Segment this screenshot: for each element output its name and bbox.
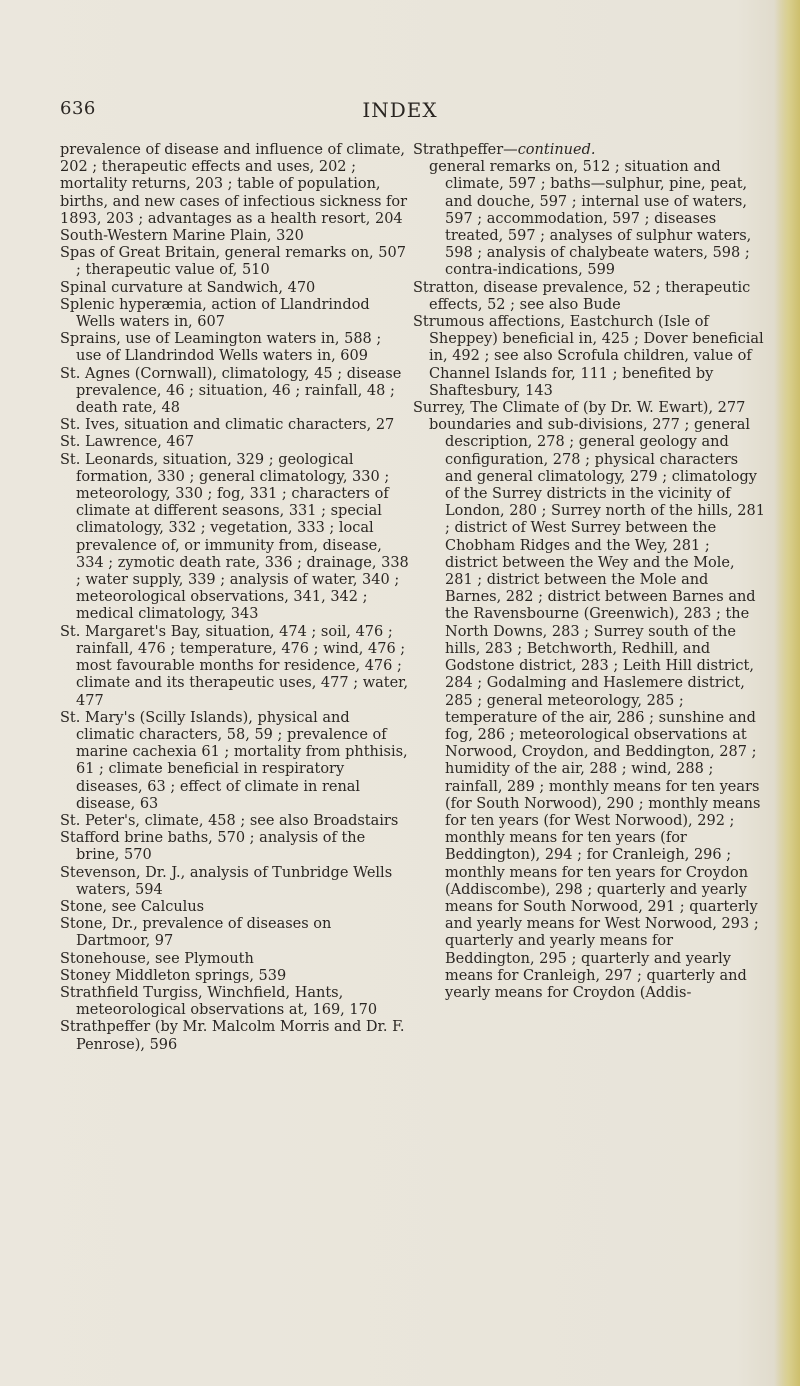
index-entry: Sprains, use of Leamington waters in, 588 ; use of Llandrindod Wells waters in, 609 [60,331,382,365]
index-entry: Strumous affections, Eastchurch (Isle of Sheppey) beneficial in, 425 ; Dover beneficial in, 492 ; see also Scrofula children, value of Channel Islands for, 111 ; benefited by Shaftesbury, 143 [413,314,764,399]
continued-heading [413,142,765,159]
index-entry: Spas of Great Britain, general remarks on, 507 ; therapeutic value of, 510 [60,245,406,279]
index-entry: St. Ives, situation and climatic characters, 27 [60,417,395,434]
index-subentry: boundaries and sub-divisions, 277 ; general description, 278 ; general geology and configuration, 278 ; physical characters and general climatology, 279 ; climatology of the Surrey districts in the vicinity of London, 280 ; Surrey north of the hills, 281 ; district of West Surrey between the Chobham Ridges and the Wey, 281 ; district between the Wey and the Mole, 281 ; district between the Mole and Barnes, 282 ; district between Barnes and the Ravensbourne (Greenwich), 283 ; the North Downs, 283 ; Surrey south of the hills, 283 ; Betchworth, Redhill, and Godstone district, 283 ; Leith Hill district, 284 ; Godalming and Haslemere district, 285 ; general meteorology, 285 ; temperature of the air, 286 ; sunshine and fog, 286 ; meteorological observations at Norwood, Croydon, and Beddington, 287 ; humidity of the air, 288 ; wind, 288 ; rainfall, 289 ; monthly means for ten years (for South Norwood), 290 ; monthly means for ten years (for West Norwood), 292 ; monthly means for ten years (for Beddington), 294 ; for Cranleigh, 296 ; monthly means for ten years for Croydon (Addiscombe), 298 ; quarterly and yearly means for South Norwood, 291 ; quarterly and yearly means for West Norwood, 293 ; quarterly and yearly means for Beddington, 295 ; quarterly and yearly means for Cranleigh, 297 ; quarterly and yearly means for Croydon (Addis- [429,417,765,1001]
index-subentry: general remarks on, 512 ; situation and climate, 597 ; baths—sulphur, pine, peat, and douche, 597 ; internal use of waters, 597 ; accommodation, 597 ; diseases treated, 597 ; analyses of sulphur waters, 598 ; analysis of chalybeate waters, 598 ; contra-indications, 599 [429,159,752,279]
index-entry: Stone, Dr., prevalence of diseases on Dartmoor, 97 [60,916,332,950]
continued-heading-text: Strathpeffer— [413,142,518,158]
page-edge [774,0,800,1386]
index-entry: St. Leonards, situation, 329 ; geological formation, 330 ; general climatology, 330 ; meteorology, 330 ; fog, 331 ; characters of climate at different seasons, 331 ; special climatology, 332 ; vegetation, 333 ; local prevalence of, or immunity from, disease, 334 ; zymotic death rate, 336 ; drainage, 338 ; water supply, 339 ; analysis of water, 340 ; meteorological observations, 341, 342 ; medical climatology, 343 [60,451,409,623]
continued-label: continued. [517,142,596,158]
index-entry: Strathpeffer (by Mr. Malcolm Morris and Dr. F. Penrose), 596 [60,1019,405,1053]
index-entry: St. Mary's (Scilly Islands), physical and climatic characters, 58, 59 ; prevalence of marine cachexia 61 ; mortality from phthisis, 61 ; climate beneficial in respiratory diseases, 63 ; effect of climate in renal disease, 63 [60,709,408,812]
index-entry: Stratton, disease prevalence, 52 ; therapeutic effects, 52 ; see also Bude [413,279,751,313]
index-entry: Stonehouse, see Plymouth [60,950,254,967]
right-column [413,142,765,1002]
index-entry: Splenic hyperæmia, action of Llandrindod Wells waters in, 607 [60,296,370,331]
index-entry: Strathfield Turgiss, Winchfield, Hants, meteorological observations at, 169, 170 [60,984,378,1019]
index-entry: St. Lawrence, 467 [60,434,195,451]
index-entry: Surrey, The Climate of (by Dr. W. Ewart), 277 [413,400,746,417]
index-entry: prevalence of disease and influence of climate, 202 ; therapeutic effects and uses, 202 ; mortality returns, 203 ; table of population, births, and new cases of infectious sickness for 1893, 203 ; advantages as a health resort, 204 [60,142,408,227]
index-entry: Stone, see Calculus [60,898,205,915]
page-title: INDEX [362,98,438,122]
page-header [0,98,800,128]
index-entry: Stoney Middleton springs, 539 [60,967,287,984]
index-entry: South-Western Marine Plain, 320 [60,228,304,245]
index-entry: Stafford brine baths, 570 ; analysis of the brine, 570 [60,830,366,864]
index-entry: St. Margaret's Bay, situation, 474 ; soil, 476 ; rainfall, 476 ; temperature, 476 ; wind, 476 ; most favourable months for residence, 476 ; climate and its therapeutic uses, 477 ; water, 477 [60,623,409,709]
page-number: 636 [60,98,96,119]
index-entry: Stevenson, Dr. J., analysis of Tunbridge Wells waters, 594 [60,864,393,898]
left-column [60,142,410,1054]
index-entry: St. Peter's, climate, 458 ; see also Broadstairs [60,812,399,829]
index-entry: Spinal curvature at Sandwich, 470 [60,279,316,296]
index-entry: St. Agnes (Cornwall), climatology, 45 ; disease prevalence, 46 ; situation, 46 ; rainfall, 48 ; death rate, 48 [60,365,402,417]
